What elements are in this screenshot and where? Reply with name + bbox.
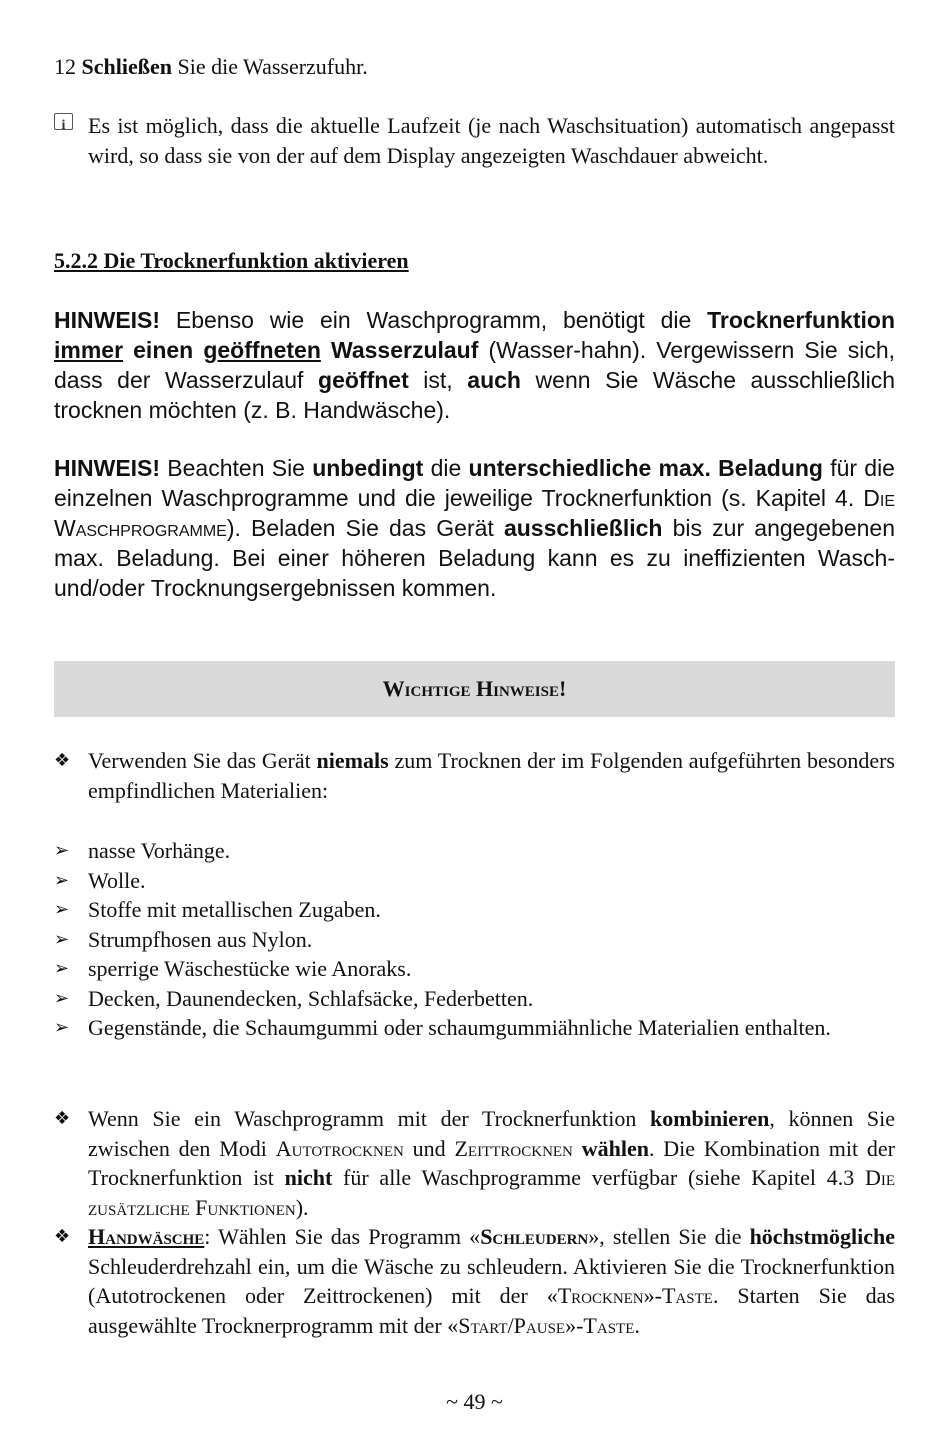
bullet-text: zum Trocknen der im Folgenden aufgeführten besonders empfindlichen Materialien: [88, 748, 895, 803]
note-label: HINWEIS! [54, 455, 161, 481]
note-bold: geöffnet [318, 367, 409, 393]
mode-autotrocknen: Autotrocknen [275, 1135, 404, 1161]
key-label: Taste [661, 1283, 713, 1308]
bullet-text: Wenn Sie ein Waschprogramm mit der Trocknerfunktion [88, 1106, 650, 1131]
handwash-label: Handwäsche [88, 1224, 205, 1249]
list-item [54, 895, 895, 925]
bullet-bold: wählen [581, 1135, 649, 1161]
bullet-text: und [403, 1135, 455, 1161]
arrow-bullet-icon: ➢ [54, 899, 70, 920]
list-item-text: Stoffe mit metallischen Zugaben. [88, 897, 381, 922]
note-emphasis: immer [54, 337, 124, 363]
note-text: bis zur angegebenen max. Beladung. Bei einer höheren Beladung kann es zu ineffizienten Wasch- und/oder Trocknungsergebnissen kommen. [54, 515, 895, 601]
bullet-text [573, 1136, 582, 1161]
note-emphasis: geöffneten [203, 337, 321, 363]
arrow-bullet-icon: ➢ [54, 987, 70, 1009]
note-bold: einen [123, 337, 204, 363]
note-bold: auch [467, 367, 521, 393]
bullet-text: »- [643, 1283, 662, 1308]
note-label: HINWEIS! [54, 307, 161, 333]
note-bold: unbedingt [312, 455, 424, 481]
list-item-text: Strumpfhosen aus Nylon. [88, 926, 313, 952]
bullet-combine-modes [54, 1104, 895, 1222]
bullet-text: »- [565, 1312, 584, 1338]
note-bold: unterschiedliche max. Beladung [468, 455, 823, 481]
note-text: ist, [408, 367, 468, 393]
bullet-text: , können Sie zwischen den Modi [88, 1106, 895, 1161]
info-icon [54, 113, 73, 130]
bullet-text: ). [295, 1194, 309, 1220]
note-max-load [54, 453, 895, 603]
info-text: Es ist möglich, dass die aktuelle Laufzeit (je nach Waschsituation) automatisch angepasst wird, so dass sie von der auf dem Display angezeigten Waschdauer abweicht. [88, 113, 895, 168]
note-text: Ebenso wie ein Waschprogramm, benötigt die [160, 307, 708, 333]
list-item-text: sperrige Wäschestücke wie Anoraks. [88, 956, 412, 981]
key-label: Taste [583, 1312, 635, 1338]
bullet-bold: nicht [284, 1165, 333, 1190]
bullet-bold: kombinieren [649, 1106, 770, 1131]
list-item [54, 925, 895, 955]
important-notes-banner [54, 661, 895, 717]
bullet-bold: niemals [316, 748, 389, 773]
key-trocknen: Trocknen [557, 1283, 644, 1308]
banner-title: Wichtige Hinweise! [382, 676, 567, 702]
arrow-bullet-icon: ➢ [54, 1017, 70, 1038]
list-item [54, 984, 895, 1014]
program-schleudern: Schleudern [480, 1224, 589, 1249]
list-item-text: Wolle. [88, 867, 146, 893]
chapter-reference: Die zusätzliche Funktionen [88, 1165, 895, 1220]
key-start-pause: Start/Pause [458, 1312, 566, 1338]
bullet-never-dry [54, 746, 895, 805]
materials-list [54, 836, 895, 1043]
note-text: für die einzelnen Waschprogramme und die jeweilige Trocknerfunktion (s. Kapitel 4. [54, 455, 895, 511]
bullet-text: für alle Waschprogramme verfügbar (siehe Kapitel 4.3 [332, 1165, 865, 1190]
note-water-supply [54, 305, 895, 425]
arrow-bullet-icon: ➢ [54, 958, 70, 979]
arrow-bullet-icon: ➢ [54, 840, 70, 861]
mode-zeittrocknen: Zeittrocknen [454, 1135, 573, 1161]
section-heading: 5.2.2 Die Trocknerfunktion aktivieren [54, 248, 409, 273]
bullet-handwash [54, 1222, 895, 1340]
step-number: 12 [54, 54, 76, 79]
list-item [54, 866, 895, 896]
list-item-text: Decken, Daunendecken, Schlafsäcke, Federbetten. [88, 985, 534, 1011]
note-text: (Wasser-hahn). Vergewissern Sie sich, dass der Wasserzulauf [54, 337, 895, 393]
list-item [54, 836, 895, 866]
note-bold: Trocknerfunktion [707, 307, 895, 333]
list-item [54, 1013, 895, 1043]
page-number: ~ 49 ~ [446, 1389, 503, 1414]
list-item-text: nasse Vorhänge. [88, 838, 231, 863]
bullet-text: . Die Kombination mit der Trocknerfunktion ist [88, 1135, 896, 1190]
note-text: Beachten Sie [160, 455, 313, 481]
list-item-text: Gegenstände, die Schaumgummi oder schaumgummiähnliche Materialien enthalten. [88, 1015, 831, 1040]
bullet-text: Schleuderdrehzahl ein, um die Wäsche zu schleudern. Aktivieren Sie die Trocknerfunktion (Autotrockenen oder Zeittrockenen) mit der « [88, 1253, 895, 1308]
bullet-bold: höchstmögliche [749, 1224, 896, 1249]
note-text: wenn Sie Wäsche ausschließlich trocknen möchten (z. B. Handwäsche). [54, 367, 896, 423]
bullet-text: Verwenden Sie das Gerät [88, 748, 317, 773]
step-verb: Schließen [81, 54, 172, 79]
note-bold: Wasserzulauf [330, 337, 479, 363]
bullet-text: », stellen Sie die [588, 1224, 750, 1249]
bullet-text: : Wählen Sie das Programm « [204, 1224, 481, 1249]
diamond-bullet-icon: ❖ [54, 1226, 71, 1247]
list-item [54, 954, 895, 984]
bullet-text: . [634, 1312, 640, 1338]
note-text [321, 337, 331, 363]
note-text: die [423, 455, 469, 481]
arrow-bullet-icon: ➢ [54, 928, 70, 950]
note-bold: ausschließlich [503, 515, 663, 541]
diamond-bullet-icon: ❖ [54, 750, 71, 771]
chapter-reference: Die Waschprogramme [54, 485, 895, 541]
note-text: ). Beladen Sie das Gerät [226, 515, 504, 541]
info-note [54, 111, 895, 170]
diamond-bullet-icon: ❖ [54, 1108, 71, 1129]
bullet-text: . Starten Sie das ausgewählte Trocknerprogramm mit der « [88, 1283, 895, 1338]
arrow-bullet-icon: ➢ [54, 869, 70, 891]
step-12 [54, 52, 895, 82]
step-text: Sie die Wasserzufuhr. [171, 54, 368, 79]
